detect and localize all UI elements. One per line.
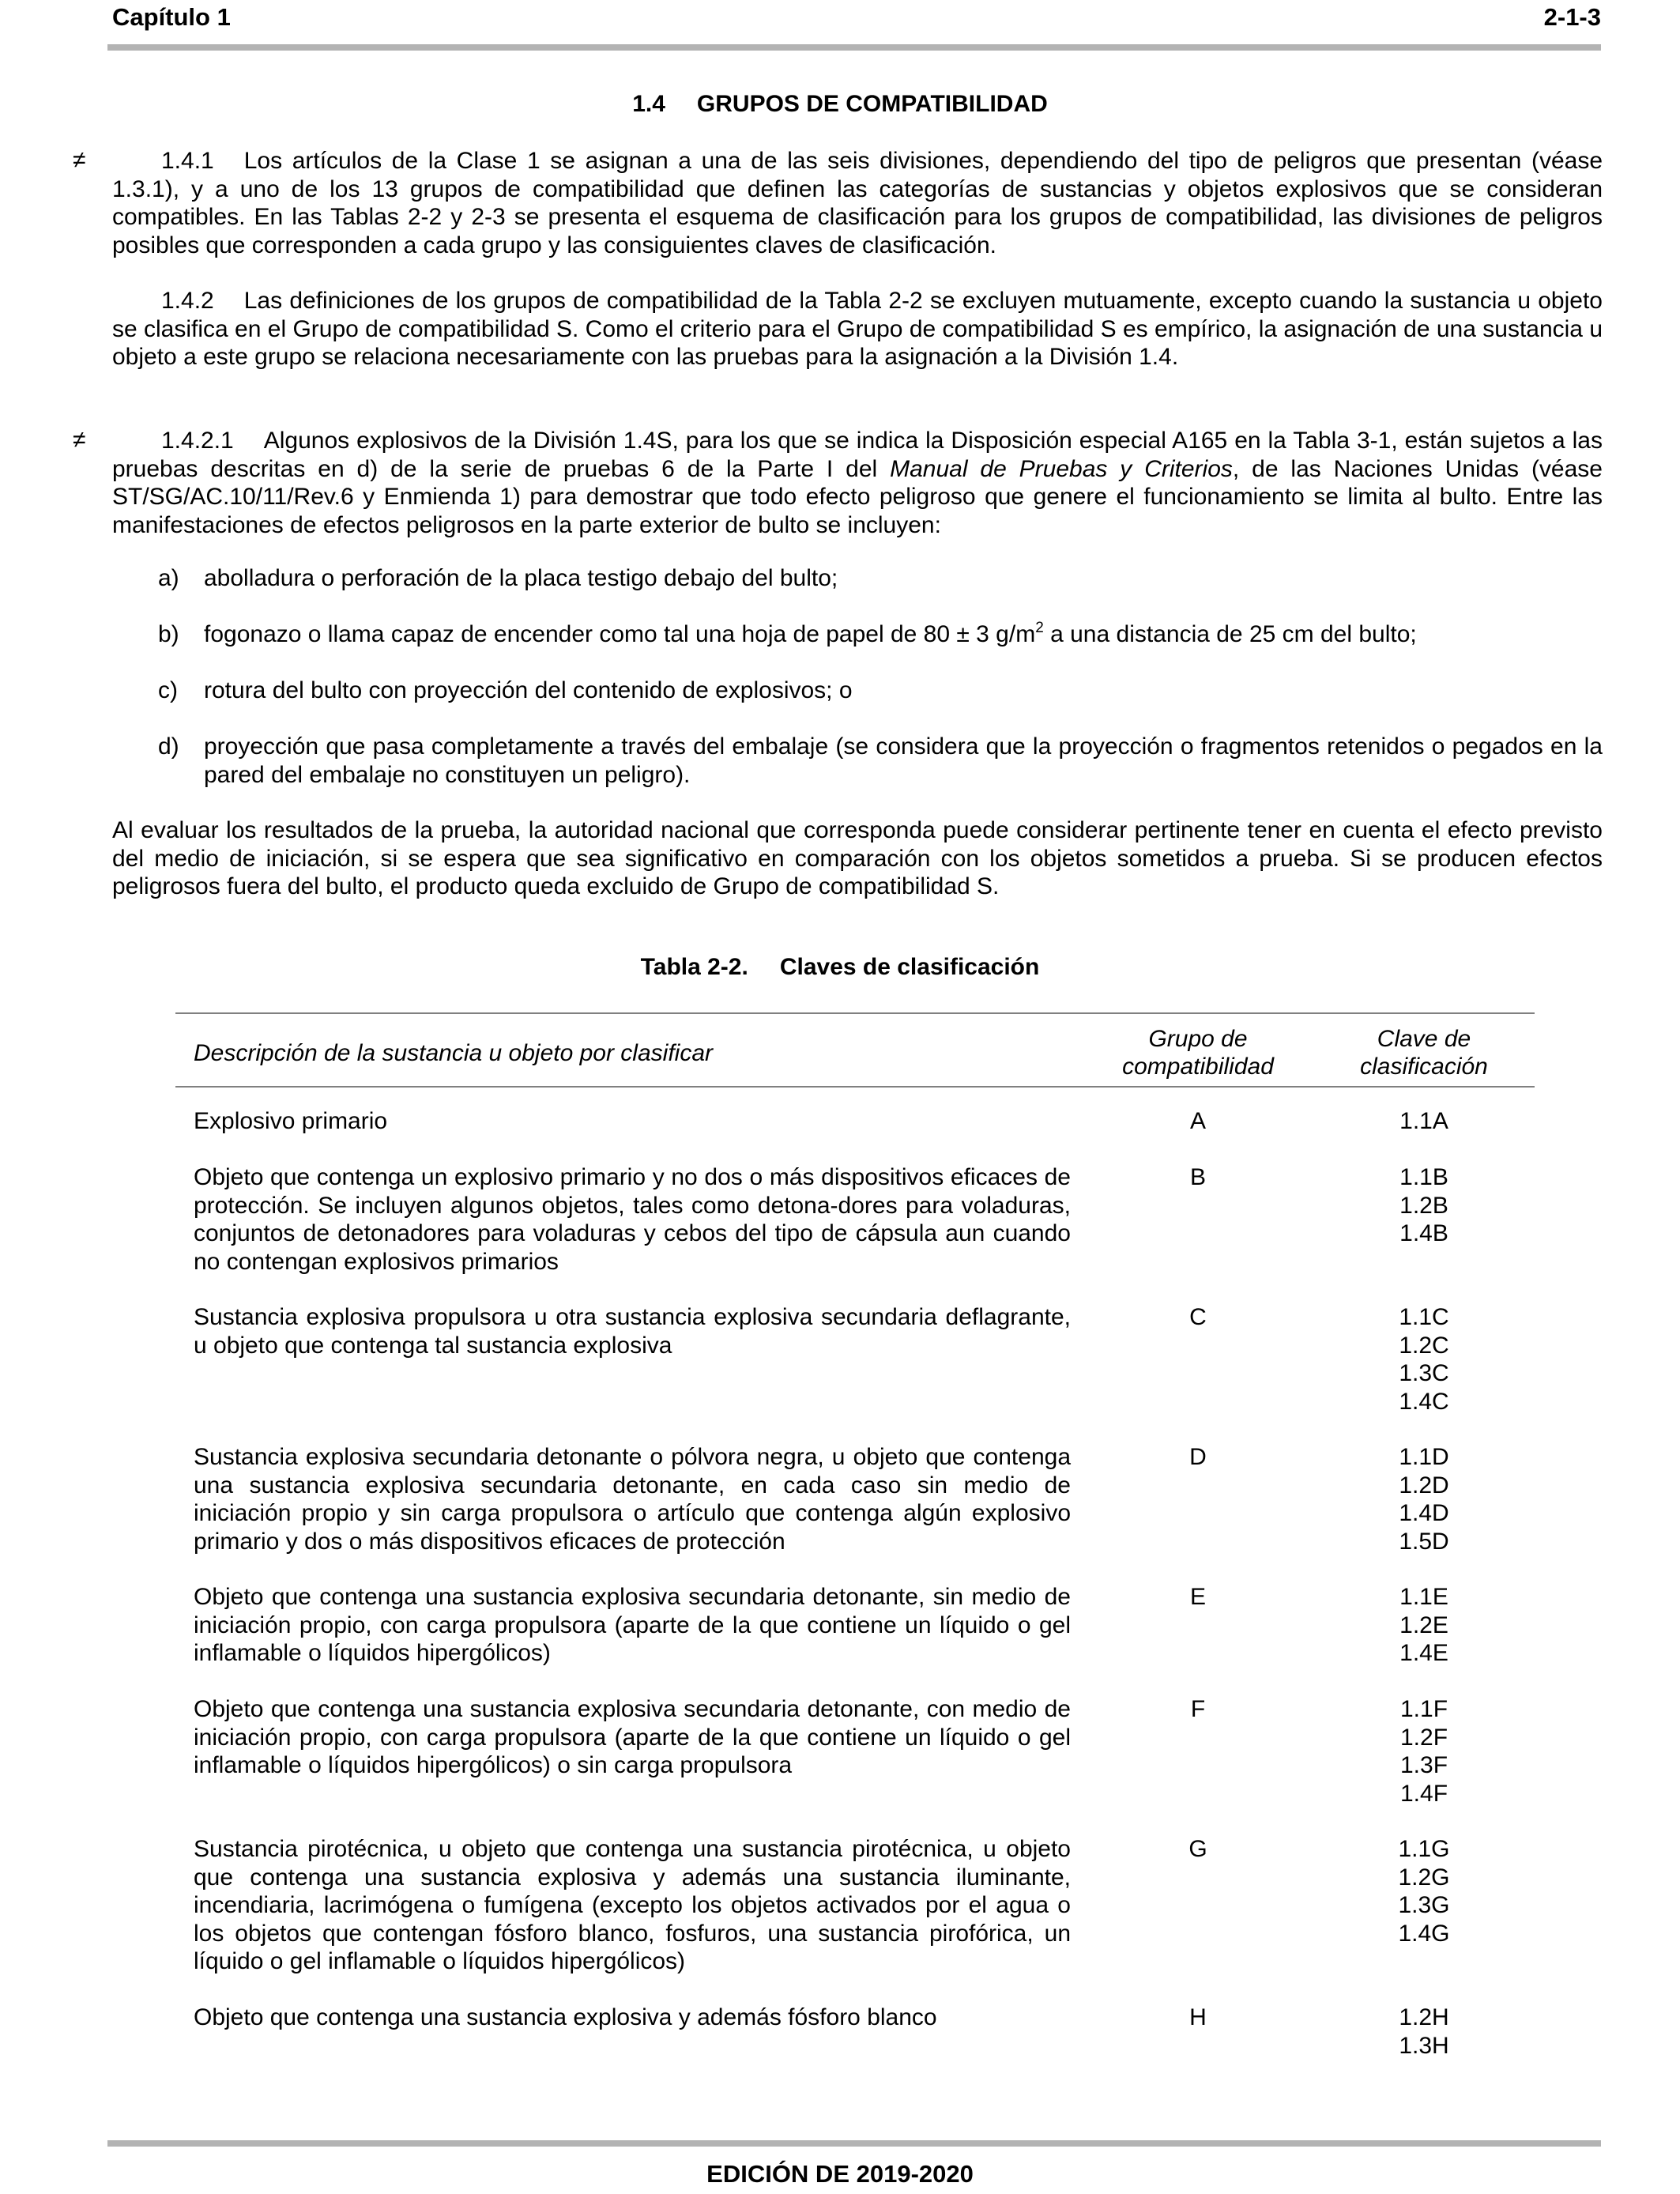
row-description: Objeto que contenga una sustancia explosiva secundaria detonante, sin medio de iniciación propio, con carga propulsora (aparte de la que contiene un líquido o gel inflamable o líquidos hipergólicos)	[194, 1584, 1071, 1666]
paragraph-number: 1.4.2	[161, 288, 214, 314]
list-item-label: c)	[158, 677, 178, 703]
row-description: Sustancia pirotécnica, u objeto que contenga una sustancia pirotécnica, u objeto que contenga una sustancia explosiva y además una sustancia iluminante, incendiaria, lacrimógena o fumígena (excepto los objetos activados por el agua o los objetos que contengan fósforo blanco, fosfuros, una sustancia pirofórica, un líquido o gel inflamable o líquidos hipergólicos)	[194, 1836, 1071, 1974]
table-header-rule	[175, 1086, 1535, 1088]
footer-rule	[107, 2140, 1601, 2147]
row-codes: 1.1A	[1399, 1108, 1448, 1134]
list-item-text: fogonazo o llama capaz de encender como tal una hoja de papel de 80 ± 3 $g/m^2$ a una distancia de 25 cm del bulto;	[204, 620, 1417, 647]
row-codes: 1.1E 1.2E 1.4E	[1399, 1584, 1448, 1666]
paragraph-1-4-2	[112, 287, 1603, 371]
table-top-rule	[175, 1012, 1535, 1014]
page-header	[112, 3, 1601, 38]
list-item-label: b)	[158, 621, 179, 647]
row-description: Sustancia explosiva propulsora u otra sustancia explosiva secundaria deflagrante, u objeto que contenga tal sustancia explosiva	[194, 1304, 1071, 1359]
column-header-code: Clave de clasificación	[1360, 1026, 1488, 1080]
edition-footer: EDICIÓN DE 2019-2020	[706, 2160, 974, 2188]
list-item-text: rotura del bulto con proyección del contenido de explosivos; o	[204, 677, 853, 703]
table-name: Claves de clasificación	[779, 954, 1040, 980]
row-group: C	[1189, 1304, 1207, 1330]
list-item	[158, 620, 1603, 649]
section-heading: GRUPOS DE COMPATIBILIDAD	[696, 91, 1048, 117]
list-item	[158, 564, 1603, 593]
row-group: D	[1189, 1444, 1207, 1470]
superscript: 2	[1035, 620, 1044, 636]
row-group: H	[1189, 2004, 1207, 2030]
row-codes: 1.1F 1.2F 1.3F 1.4F	[1399, 1696, 1448, 1807]
row-codes: 1.1C 1.2C 1.3C 1.4C	[1399, 1304, 1449, 1415]
paragraph-text: Algunos explosivos de la División 1.4S, para los que se indica la Disposición especial A165 en la Tabla 3-1, están sujetos a las pruebas descritas en d) de la serie de pruebas 6 de la Parte I del	[112, 428, 1603, 482]
paragraph-text: Los artículos de la Clase 1 se asignan a una de las seis divisiones, dependiendo del tipo de peligros que presentan (véase 1.3.1), y a uno de los 13 grupos de compatibilidad que definen las categorías de sustancias y objetos explosivos que se consideran compatibles. En las Tablas 2-2 y 2-3 se presenta el esquema de clasificación para los grupos de compatibilidad, las divisiones de peligros posibles que corresponden a cada grupo y las consiguientes claves de clasificación.	[112, 148, 1603, 258]
section-number: 1.4	[632, 91, 665, 117]
list-item-label: a)	[158, 565, 179, 591]
row-description: Objeto que contenga una sustancia explosiva y además fósforo blanco	[194, 2004, 937, 2030]
list-item	[158, 733, 1603, 789]
column-header-description: Descripción de la sustancia u objeto por clasificar	[194, 1040, 713, 1066]
table-title	[0, 954, 1680, 981]
row-codes: 1.1G 1.2G 1.3G 1.4G	[1398, 1836, 1450, 1947]
row-group: G	[1188, 1836, 1207, 1862]
row-description: Objeto que contenga un explosivo primario y no dos o más dispositivos eficaces de protección. Se incluyen algunos objetos, tales como detona-dores para voladuras, conjuntos de detonadores para voladuras y cebos del tipo de cápsula aun cuando no contengan explosivos primarios	[194, 1164, 1071, 1275]
page-number: 2-1-3	[1543, 3, 1601, 31]
section-title	[0, 91, 1680, 118]
paragraph-number: 1.4.1	[161, 148, 214, 174]
list-item	[158, 677, 1603, 705]
row-group: E	[1189, 1584, 1206, 1610]
change-mark: ≠	[73, 427, 86, 453]
chapter-label: Capítulo 1	[112, 3, 231, 31]
row-description: Objeto que contenga una sustancia explosiva secundaria detonante, con medio de iniciación propio, con carga propulsora (aparte de la que contiene un líquido o gel inflamable o líquidos hipergólicos) o sin carga propulsora	[194, 1696, 1071, 1778]
list-item-text: abolladura o perforación de la placa testigo debajo del bulto;	[204, 565, 838, 591]
table-number: Tabla 2-2.	[640, 954, 748, 980]
paragraph-1-4-1	[112, 147, 1603, 259]
row-codes: 1.1B 1.2B 1.4B	[1399, 1164, 1448, 1246]
paragraph-evaluation: Al evaluar los resultados de la prueba, la autoridad nacional que corresponda puede considerar pertinente tener en cuenta el efecto previsto del medio de iniciación, si se espera que sea significativo en comparación con los objetos sometidos a prueba. Si se producen efectos peligrosos fuera del bulto, el producto queda excluido de Grupo de compatibilidad S.	[112, 817, 1603, 899]
manual-title: Manual de Pruebas y Criterios	[890, 455, 1233, 482]
header-rule	[107, 44, 1601, 51]
list-item-text: proyección que pasa completamente a través del embalaje (se considera que la proyección o fragmentos retenidos o pegados en la pared del embalaje no constituyen un peligro).	[204, 733, 1603, 788]
paragraph-text-continued: , de las Naciones Unidas (véase ST/SG/AC.10/11/Rev.6 y Enmienda 1) para demostrar que todo efecto peligroso que genere el funcionamiento se limita al bulto. Entre las manifestaciones de efectos peligrosos en la parte exterior de bulto se incluyen:	[112, 455, 1603, 538]
row-codes: 1.2H 1.3H	[1399, 2004, 1449, 2059]
change-mark: ≠	[73, 147, 86, 173]
row-codes: 1.1D 1.2D 1.4D 1.5D	[1399, 1444, 1449, 1555]
paragraph-1-4-2-1	[112, 427, 1603, 539]
paragraph-text: Las definiciones de los grupos de compatibilidad de la Tabla 2-2 se excluyen mutuamente, excepto cuando la sustancia u objeto se clasifica en el Grupo de compatibilidad S. Como el criterio para el Grupo de compatibilidad S es empírico, la asignación de una sustancia u objeto a este grupo se relaciona necesariamente con las pruebas para la asignación a la División 1.4.	[112, 288, 1603, 370]
row-description: Explosivo primario	[194, 1108, 388, 1134]
paragraph-number: 1.4.2.1	[161, 428, 234, 454]
row-group: B	[1189, 1164, 1206, 1190]
row-group: A	[1189, 1108, 1206, 1134]
row-description: Sustancia explosiva secundaria detonante o pólvora negra, u objeto que contenga una sustancia explosiva secundaria detonante, en cada caso sin medio de iniciación propio y sin carga propulsora o artículo que contenga algún explosivo primario y dos o más dispositivos eficaces de protección	[194, 1444, 1071, 1555]
column-header-group: Grupo de compatibilidad	[1122, 1026, 1274, 1080]
list-item-label: d)	[158, 733, 179, 760]
row-group: F	[1190, 1696, 1206, 1722]
